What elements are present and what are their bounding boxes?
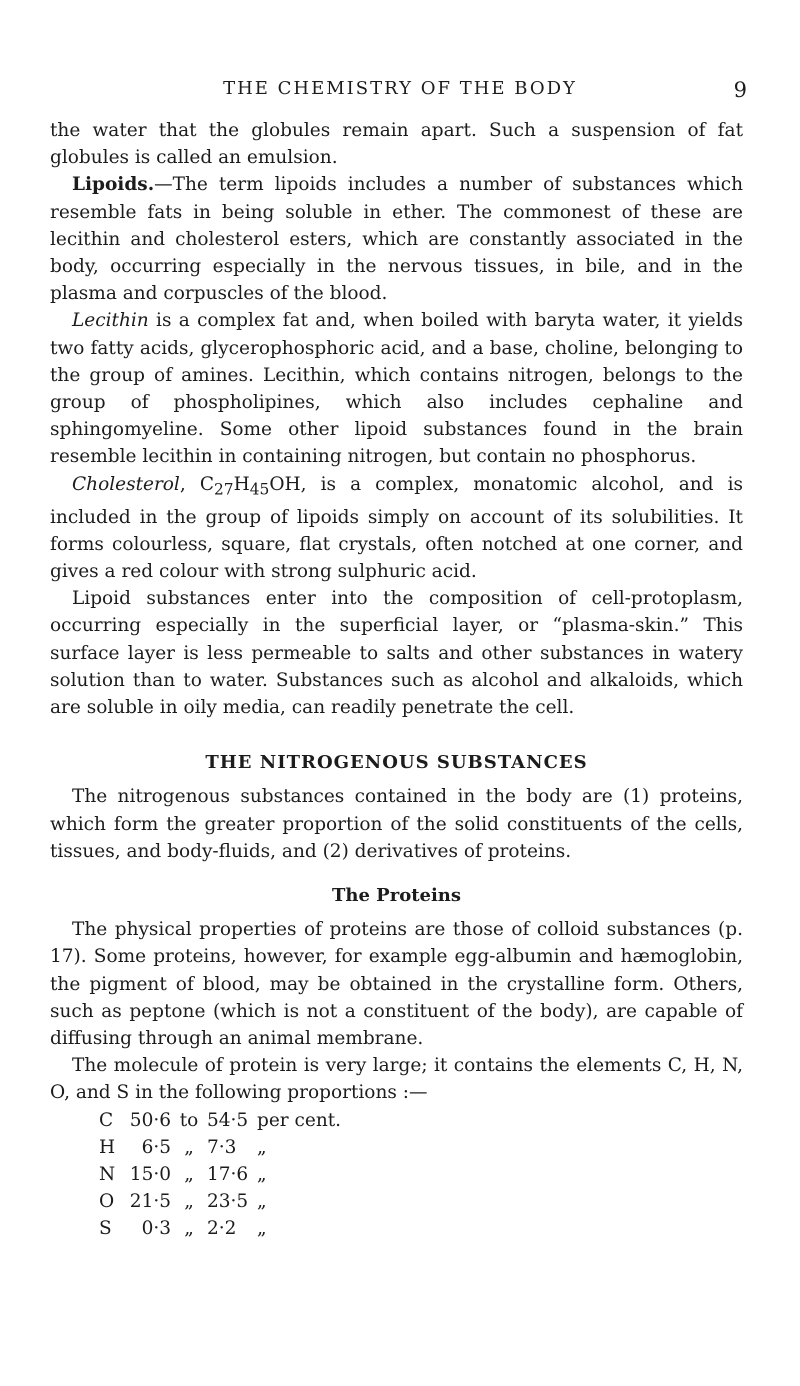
cholesterol-term: Cholesterol: [72, 473, 180, 495]
paragraph-emulsion: the water that the globules remain apart. Such a suspension of fat globules is called an emulsion.: [50, 120, 743, 169]
heading-nitrogenous-substances: THE NITROGENOUS SUBSTANCES: [205, 752, 588, 774]
lipoids-lead: Lipoids.: [72, 174, 155, 196]
heading-proteins: The Proteins: [331, 884, 462, 906]
table-row: N 15·0 „ 17·6 „: [99, 1164, 267, 1185]
running-title: THE CHEMISTRY OF THE BODY: [223, 78, 577, 99]
page-number: 9: [733, 78, 747, 102]
paragraph-lipoid-substances: Lipoid substances enter into the composition of cell-protoplasm, occurring especially in the superficial layer, or “plasma-skin.” This surface layer is less permeable to salts and other substances in watery solution than to water. Substances such as alcohol and alkaloids, which are soluble in oily media, can readily penetrate the cell.: [50, 588, 743, 718]
table-row: O 21·5 „ 23·5 „: [99, 1191, 267, 1213]
lecithin-term: Lecithin: [72, 310, 149, 332]
paragraph-protein-molecule: The molecule of protein is very large; it contains the elements C, H, N, O, and S in the following proportions :—: [50, 1055, 743, 1104]
paragraph-cholesterol: Cholesterol, $C_{27}H_{45}OH$, is a complex, monatomic alcohol, and is included in the group of lipoids simply on account of its solubilities. It forms colourless, square, flat crystals, often notched at one corner, and gives a red colour with strong sulphuric acid.: [50, 473, 743, 582]
paragraph-nitrogenous: The nitrogenous substances contained in the body are (1) proteins, which form the greater proportion of the solid constituents of the cells, tissues, and body-fluids, and (2) derivatives of proteins.: [50, 786, 743, 862]
table-row: S 0·3 „ 2·2 „: [99, 1218, 267, 1240]
table-row: H 6·5 „ 7·3 „: [99, 1136, 267, 1158]
lecithin-text: is a complex fat and, when boiled with baryta water, it yields two fatty acids, glycerophosphoric acid, and a base, choline, belonging to the group of amines. Lecithin, which contains nitrogen, belongs to the group of phospholipines, which also includes cephaline and sphingomyeline. Some other lipoid substances found in the brain resemble lecithin in containing nitrogen, but contain no phosphorus.: [50, 310, 743, 468]
paragraph-lipoids: [50, 171, 743, 307]
paragraph-lecithin: [50, 307, 743, 470]
cholesterol-text: , is a complex, monatomic alcohol, and is included in the group of lipoids simply on account of its solubilities. It forms colourless, square, flat crystals, often notched at one corner, and gives a red colour with strong sulphuric acid.: [50, 473, 743, 582]
lipoids-text: —The term lipoids includes a number of substances which resemble fats in being soluble in ether. The commonest of these are lecithin and cholesterol esters, which are constantly associated in the body, occurring especially in the nervous tissues, in bile, and in the plasma and corpuscles of the blood.: [50, 174, 743, 305]
cholesterol-formula: $C_{27}H_{45}OH$: [199, 473, 301, 499]
table-row: C 50·6 to 54·5 per cent.: [99, 1109, 342, 1131]
running-header: [0, 78, 800, 104]
protein-proportions-table: [99, 1107, 341, 1243]
page-body: [50, 117, 743, 1243]
paragraph-protein-properties: The physical properties of proteins are those of colloid substances (p. 17). Some proteins, however, for example egg-albumin and hæmoglobin, the pigment of blood, may be obtained in the crystalline form. Others, such as peptone (which is not a constituent of the body), are capable of diffusing through an animal membrane.: [50, 919, 743, 1049]
